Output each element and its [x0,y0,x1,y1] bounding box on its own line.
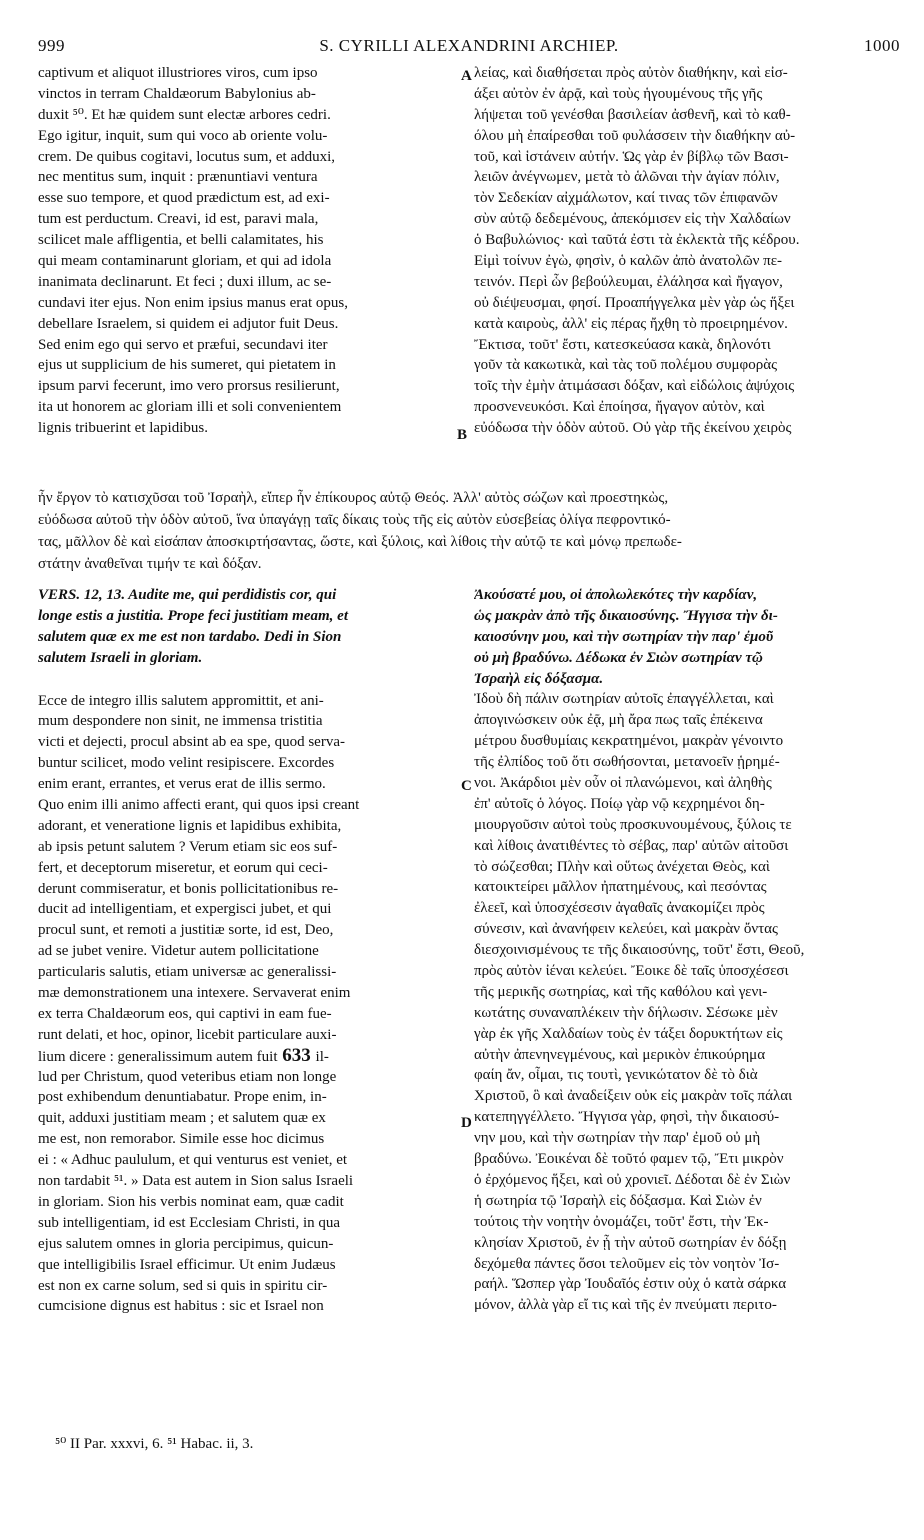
text-line: όλου μὴ ἐπαίρεσθαι τοῦ φυλάσσειν τὴν διαθήκην αὐ- [474,127,796,144]
text-line: ἐλεεῖ, καὶ ὑποσχέσεσιν ἀγαθαῖς ἀνακομίζει πρὸς [474,900,765,917]
text-line: derunt commiseratur, et bonis pollicitationibus re- [38,880,339,897]
text-line: ἀπογινώσκειν οὐκ ἐᾷ, μὴ ἄρα πως ταῖς ἐπέκεινα [474,712,763,729]
footnotes: ⁵⁰ II Par. xxxvi, 6. ⁵¹ Habac. ii, 3. [55,1436,254,1452]
text-line: κατεπηγγέλλετο. Ἤγγισα γὰρ, φησὶ, τὴν δικαιοσύ- [474,1109,780,1126]
verse-line: καιοσύνην μου, καὶ τὴν σωτηρίαν τὴν παρ' ἐμοῦ [474,628,774,645]
text-line: γοῦν τὰ κακωτικὰ, καὶ τὰς τοῦ πολέμου συμφορὰς [474,357,778,374]
text-line: non tardabit ⁵¹. » Data est autem in Sion salus Israeli [38,1173,354,1190]
text-line: τοῦ, καὶ ἱστάνειν αὐτήν. Ὡς γὰρ ἐν βίβλῳ τῶν Βασι- [474,148,789,165]
text-line: debellare Israelem, si quidem ei adjutor fuit Deus. [38,315,339,332]
text-line: est non ex carne solum, sed si quis in spiritu cir- [38,1277,328,1294]
margin-marker-b: B [457,427,468,443]
text-line: enim erant, errantes, et verus erat de illis sermo. [38,776,326,793]
verse-line: salutem Israeli in gloriam. [38,649,203,666]
text-line: προσνενευκόσι. Καὶ ἐποίησα, ἤγαγον αὐτὸν, καὶ [474,399,765,416]
verse-line: οὐ μὴ βραδύνω. Δέδωκα ἐν Σιὼν σωτηρίαν τῷ [474,649,763,666]
text-line: βραδύνω. Ἐοικέναι δὲ τοῦτό φαμεν τῷ, Ἔτι μικρὸν [474,1151,784,1168]
text-line: τεινόν. Περὶ ὧν βεβούλευμαι, ἐλάλησα καὶ ἤγαγον, [474,273,783,290]
text-line: καὶ λίθοις ἀνατιθέντες τὸ σέβας, παρ' αὐτῶν αἰτοῦσι [474,837,789,854]
text-line: φαίη ἄν, οἶμαι, τις τουτὶ, γενικώτατον δὲ τὸ διὰ [474,1067,758,1084]
verse-line: Ἀκούσατέ μου, οἱ ἀπολωλεκότες τὴν καρδίαν, [474,587,758,603]
text-line: lium dicere : generalissimum autem fuit 633 il- [38,1045,329,1066]
text-line: εὐόδωσα τὴν ὁδὸν αὐτοῦ. Οὐ γὰρ τῆς ἐκείνου χειρὸς [474,420,792,437]
text-line: procul sunt, et remoti a justitiæ sorte, id est, Deo, [38,922,334,939]
text-line: γὰρ ἐκ γῆς Χαλδαίων τοὺς ἐν τάξει δορυκτήτων εἰς [474,1025,783,1042]
text-line: lignis tribuerint et lapidibus. [38,420,208,437]
text-line: Ego igitur, inquit, sum qui voco ab oriente volu- [38,127,328,144]
text-line: captivum et aliquot illustriores viros, cum ipso [38,65,318,81]
text-line: runt delati, et hoc, opinor, licebit particulare auxi- [38,1026,337,1043]
text-line: particularis salutis, etiam universæ ac generalissi- [38,964,337,981]
verse-line: Ἰσραὴλ εἰς δόξασμα. [474,670,604,687]
text-line: tum est perductum. Creavi, id est, paravi mala, [38,211,319,228]
text-line: mum despondere non sinit, ne immensa tristitia [38,713,323,730]
text-line: τοῖς τὴν ἐμὴν ἀτιμάσασι δόξαν, καὶ εἰδώλοις ἀψύχοις [474,378,795,395]
line-continuation: il- [315,1048,329,1065]
text-line: buntur scilicet, modo velint resipiscere. Excordes [38,755,335,772]
verse-line: VERS. 12, 13. Audite me, qui perdidistis cor, qui [38,587,337,603]
text-line: scilicet male affligentia, et belli calamitates, his [38,232,324,249]
text-line: Ἰδοὺ δὴ πάλιν σωτηρίαν αὐτοῖς ἐπαγγέλλεται, καὶ [474,691,774,708]
inline-page-number: 633 [277,1045,316,1066]
text-line: μέτρου δυσθυμίαις κεκρατημένοι, μακρὰν γένοιντο [474,733,784,750]
latin-column-top [38,63,456,439]
text-line: ei : « Adhuc paululum, et qui venturus est veniet, et [38,1152,348,1169]
text-line: κατοικτείρει μᾶλλον ἠπατημένους, καὶ πεσόντας [474,879,767,896]
text-line: κλησίαν Χριστοῦ, ἐν ᾗ τὴν αὐτοῦ σωτηρίαν ἐν δόξῃ [474,1234,787,1251]
text-line: τὸ σώζεσθαι; Πλὴν καὶ οὕτως ἀνέχεται Θεὸς, καὶ [474,858,770,875]
text-line: esse suo tempore, et quod prædictum est, ad exi- [38,190,330,207]
text-line: cumcisione dignus est habitus : sic et Israel non [38,1298,324,1315]
text-line: ejus ut supplicium de his sumeret, qui pietatem in [38,357,336,374]
text-line: εὐόδωσα αὐτοῦ τὴν ὁδὸν αὐτοῦ, ἵνα ὑπαγάγῃ ταῖς δίκαις τοὺς τῆς εἰς αὐτὸν εὐσεβείας ὀλίγα πεφροντικό- [38,512,671,528]
text-line: μόνον, ἀλλὰ γὰρ εἴ τις καὶ τῆς ἐν πνεύματι περιτο- [474,1297,777,1314]
greek-verse-heading [474,585,902,689]
text-line: adorant, et veneratione lignis et lapidibus exhibita, [38,817,342,834]
text-line: ραήλ. Ὥσπερ γὰρ Ἰουδαῖός ἐστιν οὐχ ὁ κατὰ σάρκα [474,1276,787,1293]
text-line: ipsum parvi fecerunt, imo vero prorsus resilierunt, [38,378,340,395]
latin-verse-heading [38,585,456,669]
running-title: S. CYRILLI ALEXANDRINI ARCHIEP. [319,36,619,55]
text-line: qui meam contaminarunt gloriam, et qui ad idola [38,253,332,270]
text-line: ad se jubet venire. Videtur autem pollicitatione [38,943,319,960]
text-line: ἦν ἔργον τὸ κατισχῦσαι τοῦ Ἰσραὴλ, εἴπερ ἦν ἐπίκουρος αὐτῷ Θεός. Ἀλλ' αὐτὸς σώζων καὶ προεστηκὼς, [38,490,669,506]
text-line: lud per Christum, quod veteribus etiam non longe [38,1068,337,1085]
text-line: ὁ ἐρχόμενος ἥξει, καὶ οὐ χρονιεῖ. Δέδοται δὲ ἐν Σιὼν [474,1171,791,1188]
text-line: cundavi iter ejus. Non enim ipsius manus erat opus, [38,294,348,311]
text-line: Ecce de integro illis salutem appromittit, et ani- [38,692,324,709]
text-line: ducit ad intelligentiam, et expergisci jubet, et qui [38,901,332,918]
text-line: λήψεται τοῦ γενέσθαι βασιλείαν ἀσθενῆ, καὶ τὸ καθ- [474,106,791,123]
text-line: nec mentitus sum, inquit : prænuntiavi ventura [38,169,318,186]
greek-column-top [474,63,902,439]
text-line: διεσχοινισμένους τε τῆς δικαιοσύνης, τοῦτ' ἔστι, Θεοῦ, [474,942,805,959]
text-line: άξει αὐτὸν ἐν ἀρᾷ, καὶ τοὺς ἡγουμένους τῆς γῆς [474,85,763,102]
text-line: τὸν Σεδεκίαν αἰχμάλωτον, καί τινας τῶν ἐπιφανῶν [474,190,778,207]
text-line: mæ demonstrationem una intexere. Servaverat enim [38,985,351,1002]
text-line: κωτάτης συναναπλέκειν τὴν δήλωσιν. Σέσωκε μὲν [474,1004,778,1021]
text-line: λειῶν ἀνέγνωμεν, μετὰ τὸ ἁλῶναι τὴν ἁγίαν πόλιν, [474,169,780,186]
text-line: νοι. Ἀκάρδιοι μὲν οὖν οἱ πλανώμενοι, καὶ ἀληθὴς [474,775,772,792]
text-line: οὐ διέψευσμαι, φησί. Προαπήγγελκα μὲν γὰρ ὡς ἥξει [474,294,795,311]
text-line: τῆς μερικῆς σωτηρίας, καὶ τῆς καθόλου καὶ γενι- [474,983,768,1000]
text-line: ejus salutem omnes in gloria percipimus, quicun- [38,1235,334,1252]
text-line: ἐπ' αὐτοῖς ὁ λόγος. Ποίῳ γὰρ νῷ κεχρημένοι δη- [474,795,765,812]
text-line: πρὸς αὐτὸν ἰέναι κελεύει. Ἔοικε δὲ ταῖς ὑποσχέσεσι [474,963,789,980]
margin-marker-c: C [461,778,472,794]
margin-marker-a: A [461,68,472,84]
text-line: vinctos in terram Chaldæorum Babylonius ab- [38,85,316,102]
latin-commentary [38,691,456,1318]
text-line: Ἔκτισα, τοῦτ' ἔστι, κατεσκεύασα κακὰ, δηλονότι [474,336,771,353]
greek-column-bottom [474,585,902,1316]
page-number-right: 1000 [864,36,900,55]
text-line: στάτην ἀναθεῖναι τιμήν τε καὶ δόξαν. [38,556,262,572]
text-line: λείας, καὶ διαθήσεται πρὸς αὐτὸν διαθήκην, καὶ εἰσ- [474,65,788,81]
latin-column-bottom [38,585,456,1317]
text-line: crem. De quibus cogitavi, locutus sum, et adduxi, [38,148,336,165]
page-number-left: 999 [38,36,65,55]
text-line: ab ipsis petunt salutem ? Verum etiam sic eos suf- [38,838,338,855]
text-line: Sed enim ego qui servo et præfui, secundavi iter [38,336,328,353]
text-line: victi et dejecti, procul absint ab ea spe, quod serva- [38,734,345,751]
text-line: σὺν αὐτῷ δεδεμένους, ἀπεκόμισεν εἰς τὴν Χαλδαίων [474,211,791,228]
text-line: Quo enim illi animo affecti erant, qui quos ipsi creant [38,797,360,814]
greek-full-width-text [38,487,902,575]
text-line: κατὰ καιροὺς, ἀλλ' εἰς πέρας ἤχθη τὸ προειρημένον. [474,315,788,332]
text-line: νην μου, καὶ τὴν σωτηρίαν τὴν παρ' ἐμοῦ οὐ μὴ [474,1130,761,1147]
text-line: Χριστοῦ, ὃ καὶ ἀναδείξειν οὐκ εἰς μακρὰν τοῖς πάλαι [474,1088,793,1105]
text-line: duxit ⁵⁰. Et hæ quidem sunt electæ arbores cedri. [38,106,331,123]
verse-line: ὡς μακρὰν ἀπὸ τῆς δικαιοσύνης. Ἤγγισα τὴν δι- [474,607,778,624]
text-line: ex terra Chaldæorum eos, qui captivi in eam fue- [38,1005,332,1022]
text-line: τῆς ἐλπίδος τοῦ ὅτι σωθήσονται, μετανοεῖν ᾑρημέ- [474,754,780,771]
greek-commentary [474,689,902,1316]
text-line: δεχόμεθα πάντες ὅσοι τελοῦμεν εἰς τὸν νοητὸν Ἰσ- [474,1255,780,1272]
text-line: me est, non remorabor. Simile esse hoc dicimus [38,1131,325,1148]
text-line: quit, adduxi justitiam meam ; et salutem quæ ex [38,1110,326,1127]
text-line: Εἰμὶ τοίνυν ἐγὼ, φησὶν, ὁ καλῶν ἀπὸ ἀνατολῶν πε- [474,253,783,270]
text-line: αὐτὴν ἀπενηνεγμένους, καὶ μερικὸν ἐπικούρημα [474,1046,766,1063]
page-header [38,36,900,58]
text-line: que intelligibilis Israel efficimur. Ut enim Judæus [38,1256,336,1273]
text-line: μιουργοῦσιν αὐτοὶ τοὺς προσκυνουμένους, ξύλοις τε [474,816,792,833]
text-line: ὁ Βαβυλώνιος· καὶ ταῦτά ἐστι τὰ ἐκλεκτὰ τῆς κέδρου. [474,232,800,249]
text-line: τούτοις τὴν νοητὴν ὀνομάζει, τοῦτ' ἔστι, τὴν Ἐκ- [474,1213,769,1230]
text-line: inanimata declinarunt. Et feci ; duxi illum, ac se- [38,273,332,290]
text-line: ita ut honorem ac gloriam illi et soli convenientem [38,399,342,416]
text-line: in gloriam. Sion his verbis nominat eam, quæ cadit [38,1193,344,1210]
text-line: ἡ σωτηρία τῷ Ἰσραὴλ εἰς δόξασμα. Καὶ Σιὼν ἐν [474,1192,762,1209]
text-line: τας, μᾶλλον δὲ καὶ εἰσάπαν ἀποσκιρτήσαντας, ὥστε, καὶ ξύλοις, καὶ λίθοις τὴν αὐτῷ τε καὶ μόνῳ πρεπωδε- [38,534,682,550]
text-line: σύνεσιν, καὶ ἀνανήφειν κελεύει, καὶ μακρὰν ὄντας [474,921,778,938]
text-line: fert, et deceptorum miseretur, et eorum qui ceci- [38,859,328,876]
verse-line: salutem quæ ex me est non tardabo. Dedi in Sion [38,628,342,645]
verse-line: longe estis a justitia. Prope feci justitiam meam, et [38,607,348,624]
margin-marker-d: D [461,1115,472,1131]
text-line: post exhibendum denuntiabatur. Prope enim, in- [38,1089,327,1106]
text-line: sub intelligentiam, id est Ecclesiam Christi, in qua [38,1214,341,1231]
